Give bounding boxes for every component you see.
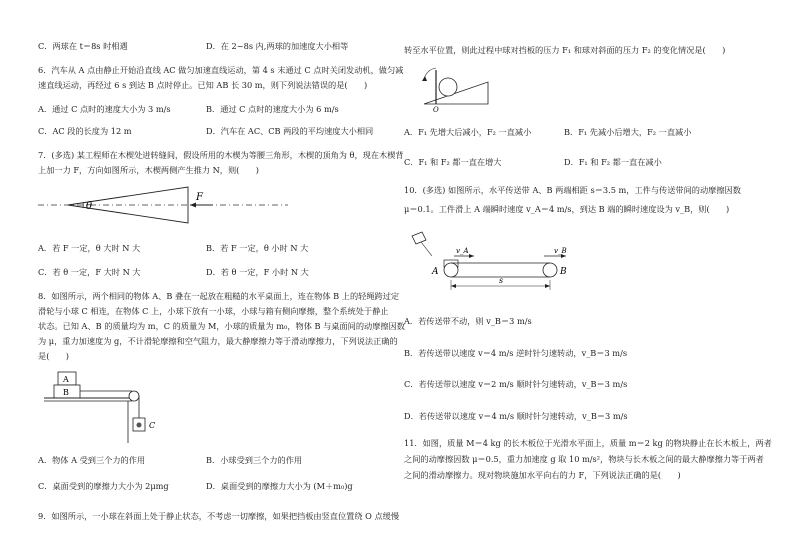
option-c: C．AC 段的长度为 12 m: [38, 126, 132, 136]
theta-label: θ: [86, 201, 93, 212]
question-9-continued: 转至水平位置，则此过程中球对挡板的压力 F₁ 和球对斜面的压力 F₂ 的变化情况是( ): [404, 45, 726, 55]
option-d: D．汽车在 AC、CB 两段的平均速度大小相同: [206, 126, 374, 136]
blocks-pulley-figure: [44, 368, 174, 443]
question-11-text: 之间的滑动摩擦力。现对物块施加水平向右的力 F，下列说法正确的是( ): [404, 470, 681, 480]
option-b: B．通过 C 点时的速度大小为 6 m/s: [206, 104, 339, 114]
question-10-text: μ＝0.1。工件滑上 A 端瞬时速度 v_A＝4 m/s，到达 B 端的瞬时速度设为 v_B，则( ): [404, 204, 730, 214]
question-8-text: 8．如图所示，两个相同的物体 A、B 叠在一起放在粗糙的水平桌面上，连在物体 B 上的轻绳跨过定: [38, 291, 400, 301]
option-b: B．若传送带以速度 v＝4 m/s 逆时针匀速转动，v_B＝3 m/s: [404, 348, 628, 358]
vb-label: v_B: [554, 247, 567, 255]
option-b: B．F₁ 先减小后增大，F₂ 一直减小: [564, 127, 692, 137]
incline-ball-figure: [416, 60, 496, 114]
question-8-text: 状态。已知 A、B 的质量均为 m，C 的质量为 M，小球的质量为 m₀，物体 B 与桌面间的动摩擦因数: [38, 321, 405, 331]
option-a: A．若传送带不动，则 v_B＝3 m/s: [404, 316, 532, 326]
option-b: B．若 F 一定，θ 小时 N 大: [206, 243, 309, 253]
end-a-label: A: [432, 267, 439, 277]
block-a-label: A: [63, 375, 69, 384]
question-7-text: 7．(多选) 某工程师在木楔处进转缝间，假设所用的木楔为等腰三角形，木楔的顶角为 θ，现在木楔背: [38, 150, 404, 160]
wedge-figure: [38, 180, 318, 230]
length-s-label: s: [499, 276, 504, 285]
pivot-o-label: O: [433, 106, 439, 114]
option-c: C．若传送带以速度 v＝2 m/s 顺时针匀速转动，v_B＝3 m/s: [404, 379, 628, 389]
block-b-label: B: [63, 388, 69, 397]
va-label: v_A: [456, 247, 469, 255]
question-8-text: 是( ): [38, 351, 69, 361]
option-c: C．若 θ 一定，F 大时 N 大: [38, 267, 141, 277]
option-c: C．两球在 t＝8s 时相遇: [38, 41, 128, 51]
option-a: A．F₁ 先增大后减小，F₂ 一直减小: [404, 127, 532, 137]
option-d: D．在 2~8s 内,两球的加速度大小相等: [206, 41, 349, 51]
question-6-text: 速直线运动，再经过 6 s 到达 B 点时停止。已知 AB 长 30 m，则下列说法错误的是( ): [38, 80, 368, 90]
question-9-text: 9．如图所示，一小球在斜面上处于静止状态，不考虑一切摩擦，如果把挡板由竖直位置绕 O 点缓慢: [38, 511, 400, 521]
question-8-text: 滑轮与小球 C 相连，在物体 C 上，小球下放有一小球，小球与箱有侧向摩擦，整个系统处于静止: [38, 306, 389, 316]
question-7-text: 上加一力 F，方向如图所示，木楔两侧产生推力 N，则( ): [38, 165, 259, 175]
question-6-text: 6．汽车从 A 点由静止开始沿直线 AC 做匀加速直线运动，第 4 s 末通过 C 点时关闭发动机，做匀减: [38, 65, 404, 75]
conveyor-figure: [404, 228, 584, 298]
end-b-label: B: [560, 267, 567, 277]
question-10-text: 10．(多选) 如图所示，水平传送带 A、B 两端相距 s＝3.5 m，工件与传送带间的动摩擦因数: [404, 185, 741, 195]
option-d: D．桌面受到的摩擦力大小为 (M＋m₀)g: [206, 481, 353, 491]
question-11-text: 11．如图，质量 M＝4 kg 的长木板位于光滑水平面上，质量 m＝2 kg 的物块静止在长木板上，两者: [404, 438, 772, 448]
option-c: C．F₁ 和 F₂ 都一直在增大: [404, 157, 502, 167]
option-b: B．小球受到三个力的作用: [206, 455, 303, 465]
ball-c-label: C: [149, 421, 156, 430]
option-a: A．物体 A 受到三个力的作用: [38, 455, 146, 465]
force-label: F: [196, 192, 203, 203]
question-8-text: 为 μ，重力加速度为 g，不计滑轮摩擦和空气阻力，最大静摩擦力等于滑动摩擦力，下列说法正确的: [38, 336, 398, 346]
option-d: D．若 θ 一定，F 小时 N 大: [206, 267, 309, 277]
option-a: A．若 F 一定，θ 大时 N 大: [38, 243, 141, 253]
option-d: D．F₁ 和 F₂ 都一直在减小: [564, 157, 662, 167]
option-d: D．若传送带以速度 v＝4 m/s 顺时针匀速转动，v_B＝3 m/s: [404, 411, 628, 421]
option-a: A．通过 C 点时的速度大小为 3 m/s: [38, 104, 171, 114]
question-11-text: 之间的动摩擦因数 μ＝0.5，重力加速度 g 取 10 m/s²，物块与长木板之间的最大静摩擦力等于两者: [404, 454, 764, 464]
option-c: C．桌面受到的摩擦力大小为 2μmg: [38, 481, 169, 491]
